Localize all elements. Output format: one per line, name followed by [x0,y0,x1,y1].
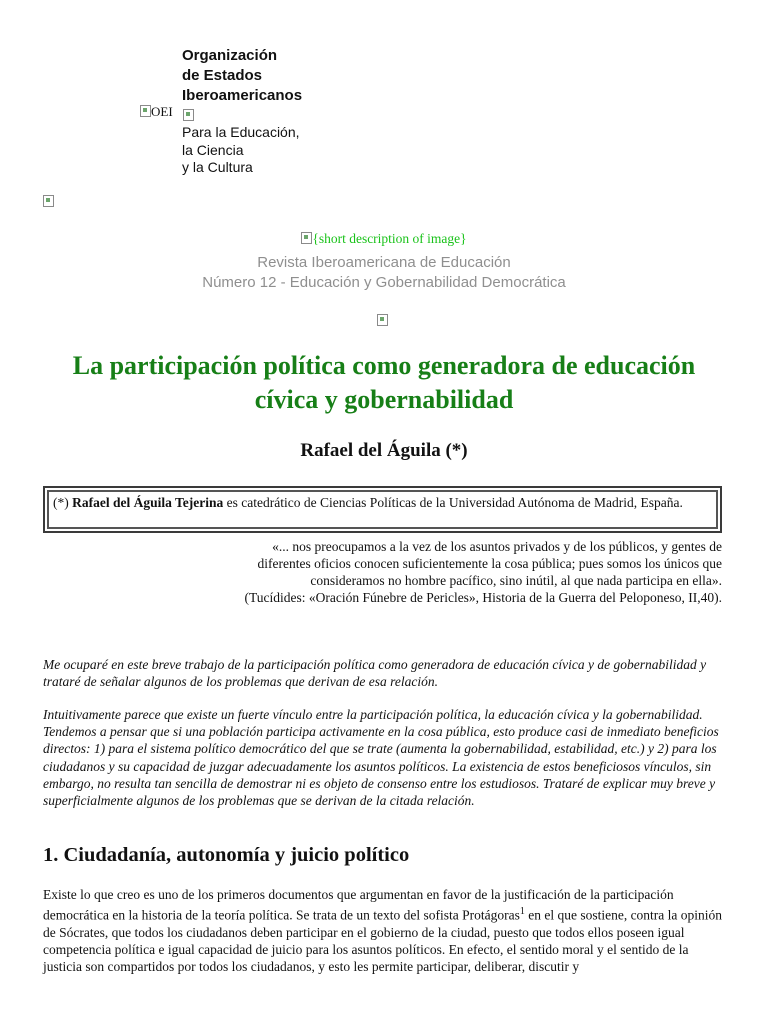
epigraph [240,538,722,606]
article-author: Rafael del Águila (*) [300,440,468,461]
journal-issue: Número 12 - Educación y Gobernabilidad Democrática [202,274,566,291]
section-heading: 1. Ciudadanía, autonomía y juicio político [43,844,410,866]
note-author-name: Rafael del Águila Tejerina [72,495,224,510]
sub-line-1: Para la Educación, [182,124,300,140]
broken-image-icon [301,232,312,244]
sub-line-2: la Ciencia [182,141,244,158]
organization-name [182,46,302,106]
article-title: La participación política como generadora de educación cívica y gobernabilidad [72,351,696,414]
note-text: es catedrático de Ciencias Políticas de la Universidad Autónoma de Madrid, España. [226,495,683,510]
note-marker: (*) [53,495,69,510]
footnote-link[interactable]: 1 [519,906,525,918]
oei-logo-alt: OEI [151,104,173,119]
section-paragraph [43,886,726,976]
org-line-1: Organización [182,47,278,64]
banner-image-link[interactable] [0,231,768,247]
journal-name: Revista Iberoamericana de Educación [257,254,511,271]
author-note-content [47,490,718,529]
broken-image-icon [140,105,151,117]
decorative-image [43,193,54,211]
banner-image-alt: {short description of image} [312,231,467,246]
broken-image-icon [43,195,54,207]
author-note [43,486,722,533]
org-line-3: Iberoamericanos [182,87,303,104]
epigraph-text: «... nos preocupamos a la vez de los asuntos privados y de los públicos, y gentes de diferentes oficios conocen suficientemente la cosa pública; pues somos los únicos que consideramos no hombre pacífico, sino inútil, al que nada participa en ella». [257,539,722,588]
intro-paragraph-2: Intuitivamente parece que existe un fuerte vínculo entre la participación política, la educación cívica y la gobernabilidad. Tendemos a pensar que si una población participa activamente en la cosa pública, esto produce casi de inmediato beneficios directos: 1) para el sistema político democrático del que se trate (aumenta la gobernabilidad, estabilidad, etc.) y 2) para los ciudadanos y su capacidad de juzgar adecuadamente los asuntos políticos. La existencia de estos beneficiosos vínculos, sin embargo, no resulta tan sencilla de demostrar ni es objeto de consenso entre los estudiosos. Trataré de explicar muy breve y superficialmente algunos de los problemas que se derivan de la citada relación. [43,707,719,809]
logo-secondary-image [183,107,194,125]
org-line-2: de Estados [182,67,263,84]
journal-header [0,253,768,293]
broken-image-icon [183,109,194,121]
section-paragraph-text-b: en el que sostiene, contra la opinión de Sócrates, que todos los ciudadanos deben participar en el gobierno de la ciudad, puesto que todos ellos poseen igual competencia política e igual capacidad de juicio para los asuntos políticos. En efecto, el sentido moral y el sentido de la justicia son compartidos por todos los ciudadanos, y esto les permite participar, deliberar, discutir y [43,907,723,975]
section-paragraph-text-a: Existe lo que creo es uno de los primeros documentos que argumentan en favor de la justificación de la participación democrática en la historia de la teoría política. Se trata de un texto del sofista Protágoras [43,887,674,923]
separator-image [377,312,388,330]
broken-image-icon [377,314,388,326]
sub-line-3: y la Cultura [182,159,253,175]
oei-logo-image [140,104,173,120]
organization-subtitle [182,124,300,177]
epigraph-source: (Tucídides: «Oración Fúnebre de Pericles», Historia de la Guerra del Peloponeso, II,40). [244,590,722,605]
intro-paragraph-1: Me ocuparé en este breve trabajo de la participación política como generadora de educación cívica y de gobernabilidad y trataré de señalar algunos de los problemas que derivan de esa relación. [43,657,707,690]
